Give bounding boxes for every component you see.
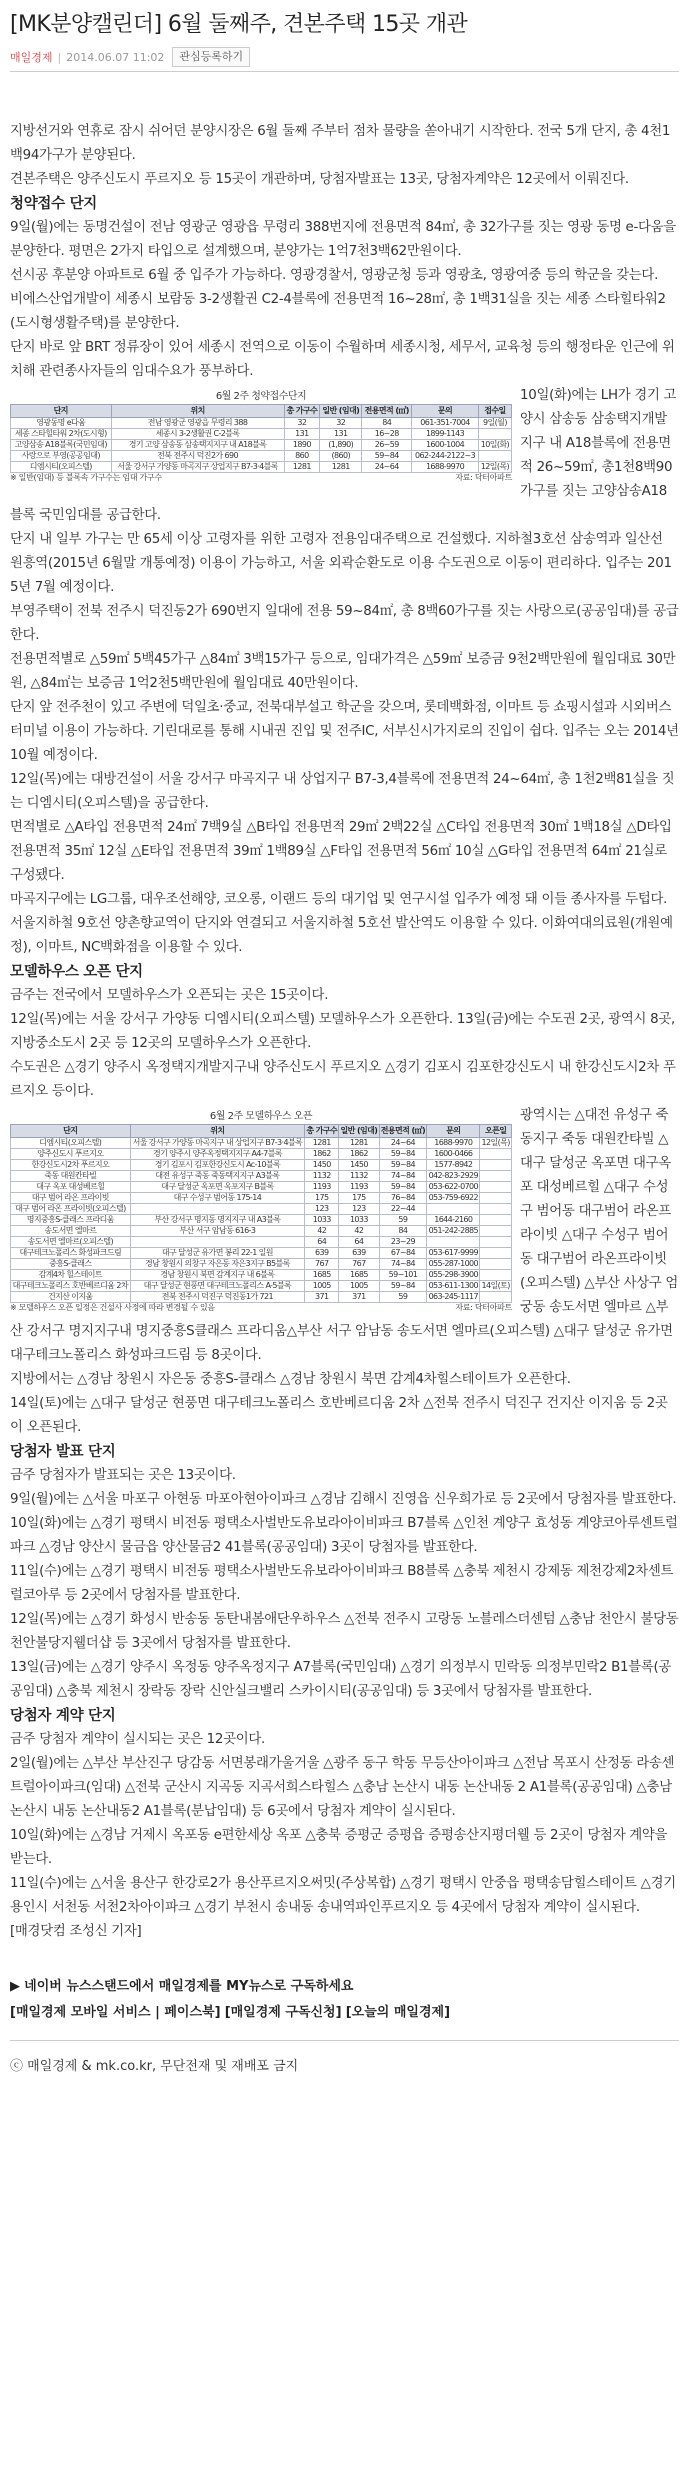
table-header-cell: 문의 [427,1125,480,1138]
table-cell: 1193 [305,1182,339,1193]
paragraph: 9일(월)에는 동명건설이 전남 영광군 영광읍 무령리 388번지에 전용면적 84㎡, 총 32가구를 짓는 영광 동명 e-다움을 분양한다. 평면은 2가지 타입으로 설계했으며, 분양가는 1억7천3백62만원이다. [10,220,676,259]
table-cell: 053-611-1300 [428,1281,479,1290]
table-row [11,1292,512,1303]
table-cell [480,1292,512,1303]
table-cell: 22~44 [379,1204,427,1215]
model-house-table [10,1124,512,1303]
table-cell: 1899-1143 [412,429,479,440]
table-cell: 67~84 [379,1248,427,1259]
mobile-service-link[interactable]: [매일경제 모바일 서비스 | 페이스북] [10,2005,221,2020]
paragraph: 견본주택은 양주신도시 푸르지오 등 15곳이 개관하며, 당첨자발표는 13곳, 당첨자계약은 12곳에서 이뤄진다. [10,172,629,187]
table-cell: 10일(화) [478,440,511,451]
table-cell [480,1193,512,1204]
paragraph: 금주 당첨자가 발표되는 곳은 13곳이다. [10,1468,236,1483]
paragraph: 금주 당첨자 계약이 실시되는 곳은 12곳이다. [10,1732,265,1747]
article-title: [MK분양캘린더] 6월 둘째주, 견본주택 15곳 개관 [10,12,468,37]
table-cell: 23~29 [379,1237,427,1248]
table-cell: 1685 [305,1270,339,1281]
paragraph: 단지 바로 앞 BRT 정류장이 있어 세종시 전역으로 이동이 수월하며 세종시청, 세무서, 교육청 등의 행정타운 인근에 위치해 관련종사자들의 임대수요가 풍부하다. [10,340,675,379]
table-cell: 대구 달성군 옥포면 옥포지구 B블록 [130,1182,305,1193]
paragraph: 전용면적별로 △59㎡ 5백45가구 △84㎡ 3백15가구 등으로, 임대가격은 △59㎡ 보증금 9천2백만원에 월임대료 30만원, △84㎡는 보증금 1억2천5백만원에 월임대료 40만원이다. [10,652,676,691]
copyright-notice: ⓒ 매일경제 & mk.co.kr, 무단전재 및 재배포 금지 [10,2040,679,2074]
paragraph: 금주는 전국에서 모델하우스가 오픈되는 곳은 15곳이다. [10,988,329,1003]
table-cell [427,1237,480,1248]
table-row [11,1182,512,1193]
table-cell: 대구테크노폴리스 호반베르디움 2차 [11,1281,131,1292]
table-cell: 42 [305,1226,339,1237]
subscription-table-image [10,390,512,483]
table-row [11,1248,512,1259]
section-heading-winners: 당첨자 발표 단지 [10,1444,116,1460]
table-cell: 대구 달성군 유가면 봉리 22-1 일원 [130,1248,305,1259]
table-cell: 부산 강서구 명지동 명지지구 내 A3블록 [130,1215,305,1226]
table-cell: 경남 창원시 북면 감계지구 내 6블록 [130,1270,305,1281]
table-cell: 명지중흥S-클래스 프라디움 [11,1215,131,1226]
table-header-cell: 문의 [412,405,479,418]
table-row [11,1160,512,1171]
table-header-cell: 일반 (임대) [320,405,362,418]
table-cell: 639 [305,1248,339,1259]
table-cell: 한강신도시2차 푸르지오 [11,1160,131,1171]
table-cell: 사랑으로 부영(공공임대) [11,451,112,462]
table-cell: 042-823-2929 [428,1171,479,1180]
subscribe-link[interactable]: [매일경제 구독신청] [224,2005,342,2020]
table-cell: 1685 [339,1270,379,1281]
table-cell [480,1215,512,1226]
paragraph: 비에스산업개발이 세종시 보람동 3-2생활권 C2-4블록에 전용면적 16~28㎡, 총 1백31실을 짓는 세종 스타힐타워2(도시형생활주택)를 분양한다. [10,292,666,331]
table-cell: 1281 [305,1138,339,1149]
table-cell: 대구 범어 라온 프라이빗 [11,1193,131,1204]
paragraph: 13일(금)에는 △경기 양주시 옥정동 양주옥정지구 A7블록(국민임대) △경기 의정부시 민락동 의정부민락2 B1블록(공공임대) △충북 제천시 장락동 장락 신안실크밸리 스카이시티(공공임대) 등 3곳에서 당첨자를 발표한다. [10,1660,672,1699]
table-header-cell: 오픈일 [480,1125,512,1138]
model-house-table-image [10,1110,512,1313]
table-cell: 9일(월) [478,418,511,429]
paragraph: 면적별로 △A타입 전용면적 24㎡ 7백9실 △B타입 전용면적 29㎡ 2백22실 △C타입 전용면적 30㎡ 1백18실 △D타입 전용면적 35㎡ 12실 △E타입 전용면적 39㎡ 1백89실 △F타입 전용면적 56㎡ 10실 △G타입 전용면적 64㎡ 21실로 구성됐다. [10,820,672,883]
table-cell: 1033 [305,1215,339,1226]
table-cell: 대구테크노폴리스 화성파크드림 [11,1248,131,1259]
table-row [11,1270,512,1281]
paragraph: 11일(수)에는 △서울 용산구 한강로2가 용산푸르지오써밋(주상복합) △경기 평택시 안중읍 평택송담힐스테이트 △경기 용인시 서천동 서천2차아이파크 △경기 부천시 송내동 송내역파인푸르지오 등 4곳에서 당첨자 계약이 실시된다. [10,1876,676,1915]
table-cell: 경남 창원시 의창구 자은동 자은3지구 B5블록 [130,1259,305,1270]
table-cell: 전북 전주시 덕진구 덕진동1가 721 [130,1292,305,1303]
table-cell: 서울 강서구 가양동 마곡지구 내 상업지구 B7-3·4블록 [130,1138,305,1149]
table-body [11,1138,512,1303]
table-cell: 중흥S-클래스 [11,1259,131,1270]
table-cell: 063-245-1117 [428,1292,479,1301]
table-cell [480,1259,512,1270]
table-cell: 감계4차 힐스테이트 [11,1270,131,1281]
table-cell: 고양삼송 A18블록(국민임대) [11,440,112,451]
table-row [11,1171,512,1182]
table-cell: 175 [339,1193,379,1204]
table-caption: 6월 2주 청약접수단지 [215,391,307,402]
section-heading-model-house: 모델하우스 오픈 단지 [10,964,143,980]
table-cell: 1033 [339,1215,379,1226]
table-cell: 062-244-2122~3 [412,451,479,462]
table-cell: 1577-8942 [427,1160,480,1171]
table-caption: 6월 2주 모델하우스 오픈 [209,1111,313,1122]
table-cell: 대구 옥포 대성베르힐 [11,1182,131,1193]
table-cell: 051-242-2885 [428,1226,479,1235]
table-cell: 1005 [305,1281,339,1292]
table-row [11,1149,512,1160]
table-cell: 055-298-3900 [428,1270,479,1279]
table-cell: 세종시 3-2생활권 C-2블록 [111,429,284,440]
paragraph: 광역시는 △대전 유성구 죽동지구 죽동 대원칸타빌 △대구 달성군 옥포면 대구옥포 대성베르힐 △대구 수성구 범어동 대구범어 라온프라이빗 △대구 수성구 범어동 대구범어 라온프라이빗(오피스텔) △부산 사상구 엄궁동 송도서면 엘마르 △부산 강서구 명지지구내 명지중흥S클래스 프라디움△부산 서구 암남동 송도서면 엘마르(오피스텔) △대구 달성군 유가면 대구테크노폴리스 화성파크드림 등 8곳이다. [10,1108,679,1363]
table-cell [427,1204,480,1215]
paragraph: 10일(화)에는 △경남 거제시 옥포동 e편한세상 옥포 △충북 증평군 증평읍 증평송산지평더웰 등 2곳이 당첨자 계약을 받는다. [10,1828,668,1867]
paragraph: 12일(목)에는 서울 강서구 가양동 디엠시티(오피스텔) 모델하우스가 오픈한다. 13일(금)에는 수도권 2곳, 광역시 8곳, 지방중소도시 2곳 등 12곳의 모델하우스가 오픈한다. [10,1012,675,1051]
table-row [11,1259,512,1270]
table-cell [480,1248,512,1259]
today-mk-link[interactable]: [오늘의 매일경제] [345,2005,451,2020]
table-cell: 1132 [339,1171,379,1182]
table-cell: 양주신도시 푸르지오 [11,1149,131,1160]
table-header-cell: 전용면적 (㎡) [362,405,412,418]
table-cell: 24~64 [362,462,412,473]
table-cell: 1450 [339,1160,379,1171]
meta-separator: | [57,50,62,64]
table-cell: 123 [305,1204,339,1215]
table-cell: 767 [305,1259,339,1270]
table-cell: 디엠시티(오피스텔) [11,1138,131,1149]
paragraph: 단지 내 일부 가구는 만 65세 이상 고령자를 위한 고령자 전용임대주택으로 건설했다. 지하철3호선 삼송역과 일산선 원흥역(2015년 6월말 개통예정) 이용이 가능하고, 서울 외곽순환도로 이용 수도권으로 이동이 편리하다. 입주는 2015년 7월 예정이다. [10,532,672,595]
table-cell: 371 [339,1292,379,1303]
table-cell: 부산 서구 암남동 616-3 [130,1226,305,1237]
paragraph: 10일(화)에는 △경기 평택시 비전동 평택소사벌반도유보라아이비파크 B7블록 △인천 계양구 효성동 계양코아루센트럴파크 △경남 양산시 물금읍 양산물금2 41블록(공공임대) 3곳이 당첨자를 발표한다. [10,1516,678,1555]
table-cell: 건지산 이지움 [11,1292,131,1303]
newsstand-promo[interactable] [10,1974,679,2000]
table-row [11,418,512,429]
table-cell: 32 [284,418,320,429]
table-cell: 대구 달성군 현풍면 대구테크노폴리스 A-5블록 [130,1281,305,1292]
paragraph: 단지 앞 전주천이 있고 주변에 덕일초·중교, 전북대부설고 학군을 갖으며, 롯데백화점, 이마트 등 쇼핑시설과 시외버스터미널 이용이 가능하다. 기린대로를 통해 시내권 진입 및 전주IC, 서부신시가지로의 진입이 쉽다. 입주는 오는 2014년 10월 예정이다. [10,700,679,763]
table-cell: 371 [305,1292,339,1303]
table-cell: 59 [379,1215,427,1226]
table-cell: 전남 영광군 영광읍 무령리 388 [111,418,284,429]
table-cell: 1688-9970 [427,1138,480,1149]
table-cell: 세종 스타힐타워 2차(도시형) [11,429,112,440]
table-cell: 1005 [339,1281,379,1292]
paragraph: 11일(수)에는 △경기 평택시 비전동 평택소사벌반도유보라아이비파크 B8블록 △충북 제천시 강제동 제천강제2차센트럴코아루 등 2곳에서 당첨자를 발표한다. [10,1564,674,1603]
newsstand-link[interactable]: 네이버 뉴스스탠드에서 매일경제를 MY뉴스로 구독하세요 [24,1979,354,1994]
table-cell: 74~84 [379,1259,427,1270]
table-cell: 131 [284,429,320,440]
table-cell: 1281 [339,1138,379,1149]
paragraph: 2일(월)에는 △부산 부산진구 당감동 서면봉래가울거울 △광주 동구 학동 무등산아이파크 △전남 목포시 산정동 라송센트럴아이파크(임대) △전북 군산시 지곡동 지곡서희스타힐스 △충남 논산시 내동 논산내동 2 A1블록(공공임대) △충남 논산시 내동 논산내동2 A1블록(분납임대) 등 6곳에서 당첨자 계약이 실시된다. [10,1756,675,1819]
table-header-cell: 위치 [111,405,284,418]
table-row [11,1138,512,1149]
table-cell: 74~84 [379,1171,427,1182]
table-footnote [10,473,512,483]
table-cell: 32 [320,418,362,429]
table-header-cell: 총 가구수 [305,1125,339,1138]
table-source: 자료: 닥터아파트 [455,1303,512,1312]
table-cell: 84 [379,1226,427,1237]
table-cell: 053-617-9999 [428,1248,479,1257]
table-cell: 죽동 대원칸타빌 [11,1171,131,1182]
table-source: 자료: 닥터아파트 [455,473,512,482]
table-cell: 860 [284,451,320,462]
table-cell: 123 [339,1204,379,1215]
table-row [11,1226,512,1237]
table-cell: 84 [362,418,412,429]
table-cell: 76~84 [379,1193,427,1204]
table-cell: 053-759-6922 [428,1193,479,1202]
table-cell [480,1160,512,1171]
table-cell: 42 [339,1226,379,1237]
table-cell: 대구 범어 라온 프라이빗(오피스텔) [11,1204,131,1215]
table-note: ※ 모델하우스 오픈 일정은 건설사 사정에 따라 변경될 수 있음 [10,1303,215,1312]
table-row [11,440,512,451]
table-cell [480,1237,512,1248]
paragraph: 14일(토)에는 △대구 달성군 현풍면 대구테크노폴리스 호반베르디움 2차 △전북 전주시 덕진구 건지산 이지움 등 2곳이 오픈된다. [10,1396,668,1435]
table-cell: 전북 전주시 덕진2가 690 [111,451,284,462]
table-header-cell: 접수일 [478,405,511,418]
table-header-cell: 전용면적 (㎡) [379,1125,427,1138]
table-cell: 26~59 [362,440,412,451]
table-cell [478,429,511,440]
table-header-cell: 총 가구수 [284,405,320,418]
table-header-cell: 단지 [11,1125,131,1138]
table-cell: 055-287-1000 [428,1259,479,1268]
table-cell: 59~84 [362,451,412,462]
table-cell [480,1149,512,1160]
table-cell [480,1204,512,1215]
table-row [11,451,512,462]
table-cell: 64 [305,1237,339,1248]
table-cell: (860) [320,451,362,462]
table-cell: 59 [379,1292,427,1303]
table-cell: 1600-1004 [412,440,479,451]
article-body [10,120,679,1944]
table-cell: 14일(토) [481,1281,510,1290]
table-note: ※ 일반(임대) 등 블록속 가구수는 임대 가구수 [10,473,162,482]
paragraph: 지방에서는 △경남 창원시 자은동 중흥S-클래스 △경남 창원시 북면 감계4차힐스테이트가 오픈한다. [10,1372,571,1387]
table-cell: (1,890) [320,440,362,451]
table-header-row [11,405,512,418]
table-cell: 1132 [305,1171,339,1182]
arrow-right-icon: ▶ [10,1979,20,1994]
paragraph: 12일(목)에는 △경기 화성시 반송동 동탄내봄애단우하우스 △전북 전주시 고랑동 노블레스더센텀 △충남 천안시 불당동 천안불당지웰더샵 등 3곳에서 당첨자를 발표한다. [10,1612,679,1651]
table-cell: 131 [320,429,362,440]
table-cell [480,1226,512,1237]
table-cell: 59~84 [379,1281,427,1292]
table-cell [480,1182,512,1193]
table-cell: 1688-9970 [412,462,479,473]
header-divider [10,71,679,72]
paragraph: 12일(목)에는 대방건설이 서울 강서구 마곡지구 내 상업지구 B7-3,4블록에 전용면적 24~64㎡, 총 1천2백81실을 짓는 디엠시티(오피스텔)을 공급한다. [10,772,675,811]
table-cell: 639 [339,1248,379,1259]
paragraph: 지방선거와 연휴로 잠시 쉬어던 분양시장은 6월 둘째 주부터 점차 물량을 쏟아내기 시작한다. 전국 5개 단지, 총 4천1백94가구가 분양된다. [10,124,671,163]
table-header-cell: 일반 (임대) [339,1125,379,1138]
table-cell: 16~28 [362,429,412,440]
table-row [11,1204,512,1215]
table-cell: 대전 유성구 죽동 죽동택지지구 A3블록 [130,1171,305,1182]
table-header-row [11,1125,512,1138]
table-body [11,418,512,473]
paragraph: 마곡지구에는 LG그룹, 대우조선해양, 코오롱, 이랜드 등의 대기업 및 연구시설 입주가 예정 돼 이들 종사자를 두텁다. 서울지하철 9호선 양촌향교역이 단지와 연결되고 서울지하철 5호선 발산역도 이용할 수 있다. 이화여대의료원(개원예정), 이마트, NC백화점을 이용할 수 있다. [10,892,673,955]
table-cell [480,1270,512,1281]
table-cell: 1862 [305,1149,339,1160]
table-row [11,1215,512,1226]
table-cell: 송도서면 엘마르 [11,1226,131,1237]
table-cell: 송도서면 엘마르(오피스텔) [11,1237,131,1248]
table-footnote [10,1303,512,1313]
table-cell: 경기 고양 삼송동 삼송택지지구 내 A18블록 [111,440,284,451]
table-row [11,1281,512,1292]
table-cell: 1644-2160 [427,1215,480,1226]
table-cell: 1193 [339,1182,379,1193]
table-header-cell: 위치 [130,1125,305,1138]
table-cell: 12일(목) [478,462,511,473]
table-cell: 영광동명 e다움 [11,418,112,429]
table-cell: 1450 [305,1160,339,1171]
section-heading-subscription: 청약접수 단지 [10,196,97,212]
table-cell: 053-622-0700 [428,1182,479,1191]
table-row [11,1237,512,1248]
table-cell: 경기 양주시 양주옥정택지지구 A4-7블록 [130,1149,305,1160]
table-cell: 1281 [284,462,320,473]
table-header-cell: 단지 [11,405,112,418]
paragraph: 수도권은 △경기 양주시 옥정택지개발지구내 양주신도시 푸르지오 △경기 김포시 김포한강신도시 내 한강신도시2차 푸르지오 등이다. [10,1060,676,1099]
table-cell: 1890 [284,440,320,451]
table-cell: 경기 김포시 김포한강신도시 Ac-10블록 [130,1160,305,1171]
table-cell: 59~101 [379,1270,427,1281]
source-name[interactable]: 매일경제 [10,51,53,64]
service-links [10,2000,679,2026]
paragraph: 부영주택이 전북 전주시 덕진동2가 690번지 일대에 전용 59~84㎡, 총 8백60가구를 짓는 사랑으로(공공임대)를 공급한다. [10,604,679,643]
table-cell: 175 [305,1193,339,1204]
table-cell [130,1204,305,1215]
table-cell: 59~84 [379,1182,427,1193]
table-cell: 59~84 [379,1160,427,1171]
table-cell: 1281 [320,462,362,473]
article-datetime: 2014.06.07 11:02 [66,50,165,64]
table-cell: 대구 수성구 범어동 175-14 [130,1193,305,1204]
article-meta [10,46,679,68]
table-cell: 24~64 [379,1138,427,1149]
table-cell: 12일(목) [481,1138,510,1147]
footer-links [10,1974,679,2026]
byline: [매경닷컴 조성신 기자] [10,1924,142,1939]
table-cell: 1862 [339,1149,379,1160]
table-cell [478,451,511,462]
table-row [11,1193,512,1204]
table-cell: 061-351-7004 [412,418,479,429]
table-cell: 서울 강서구 가양동 마곡지구 상업지구 B7-3·4블록 [111,462,284,473]
table-cell [480,1171,512,1182]
table-cell: 1600-0466 [427,1149,480,1160]
table-cell: 디엠시티(오피스텔) [11,462,112,473]
paragraph: 9일(월)에는 △서울 마포구 아현동 마포아현아이파크 △경남 김해시 진영읍 신우희가로 등 2곳에서 당첨자를 발표한다. [10,1492,677,1507]
section-heading-contract: 당첨자 계약 단지 [10,1708,116,1724]
table-cell [130,1237,305,1248]
subscription-table [10,404,512,473]
table-cell: 59~84 [379,1149,427,1160]
paragraph: 10일(화)에는 LH가 경기 고양시 삼송동 삼송택지개발지구 내 A18블록에 전용면적 26~59㎡, 총1천8백90가구를 짓는 고양삼송A18블록 국민임대를 공급한다. [10,388,677,523]
table-row [11,462,512,473]
table-cell: 767 [339,1259,379,1270]
paragraph: 선시공 후분양 아파트로 6월 중 입주가 가능하다. 영광경찰서, 영광군청 등과 영광초, 영광여중 등의 학군을 갖는다. [10,268,659,283]
table-cell: 64 [339,1237,379,1248]
interest-register-button[interactable]: 관심등록하기 [172,47,250,67]
table-row [11,429,512,440]
